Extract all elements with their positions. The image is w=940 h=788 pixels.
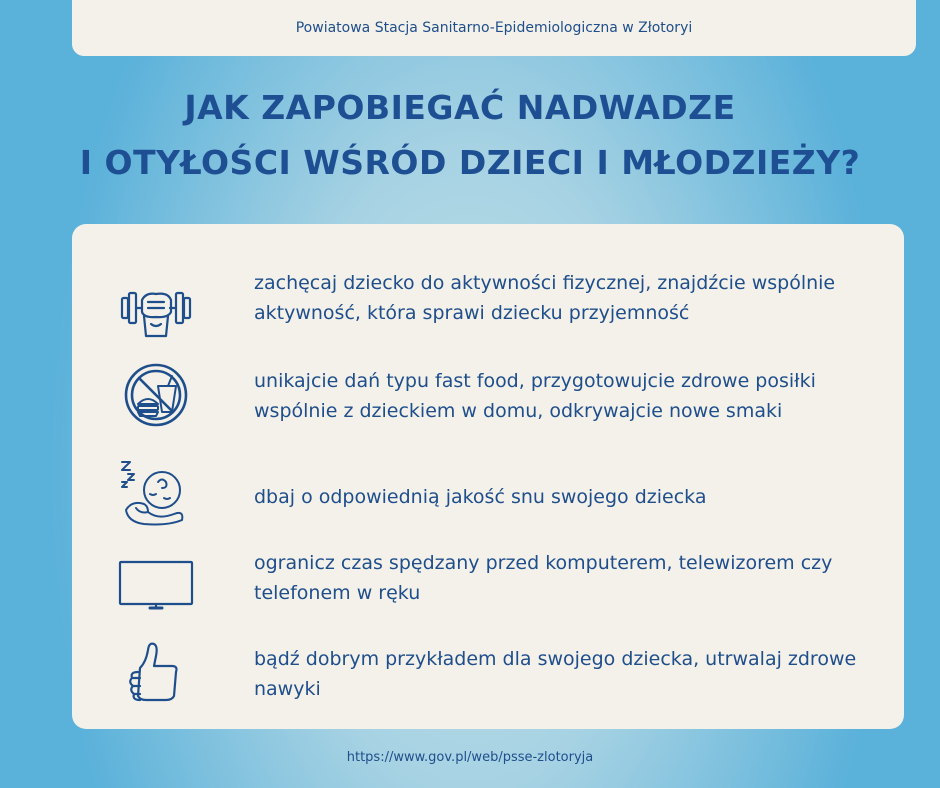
tip-text: bądź dobrym przykładem dla swojego dziecka, utrwalaj zdrowe nawyki bbox=[254, 648, 857, 700]
sleeping-baby-icon bbox=[118, 460, 194, 526]
tip-text: dbaj o odpowiednią jakość snu swojego dziecka bbox=[254, 486, 707, 508]
monitor-icon bbox=[118, 552, 194, 618]
tip-text: ogranicz czas spędzany przed komputerem, telewizorem czy telefonem w ręku bbox=[254, 552, 833, 604]
tips-card bbox=[72, 224, 904, 729]
tip-text: unikajcie dań typu fast food, przygotowujcie zdrowe posiłki wspólnie z dzieckiem w domu, odkrywajcie nowe smaki bbox=[254, 370, 816, 422]
thumbs-up-icon bbox=[118, 638, 194, 704]
page-title-line1: JAK ZAPOBIEGAĆ NADWADZE bbox=[184, 88, 736, 127]
organization-name: Powiatowa Stacja Sanitarno-Epidemiologiczna w Złotoryi bbox=[295, 20, 693, 36]
tip-text: zachęcaj dziecko do aktywności fizycznej, znajdźcie wspólnie aktywność, która sprawi dziecku przyjemność bbox=[254, 272, 836, 324]
organization-banner bbox=[72, 0, 916, 56]
page-title-line2: I OTYŁOŚCI WŚRÓD DZIECI I MŁODZIEŻY? bbox=[79, 143, 861, 182]
no-fast-food-icon bbox=[118, 362, 194, 428]
dumbbell-fist-icon bbox=[118, 278, 194, 344]
footer-url[interactable]: https://www.gov.pl/web/psse-zlotoryja bbox=[346, 750, 594, 765]
